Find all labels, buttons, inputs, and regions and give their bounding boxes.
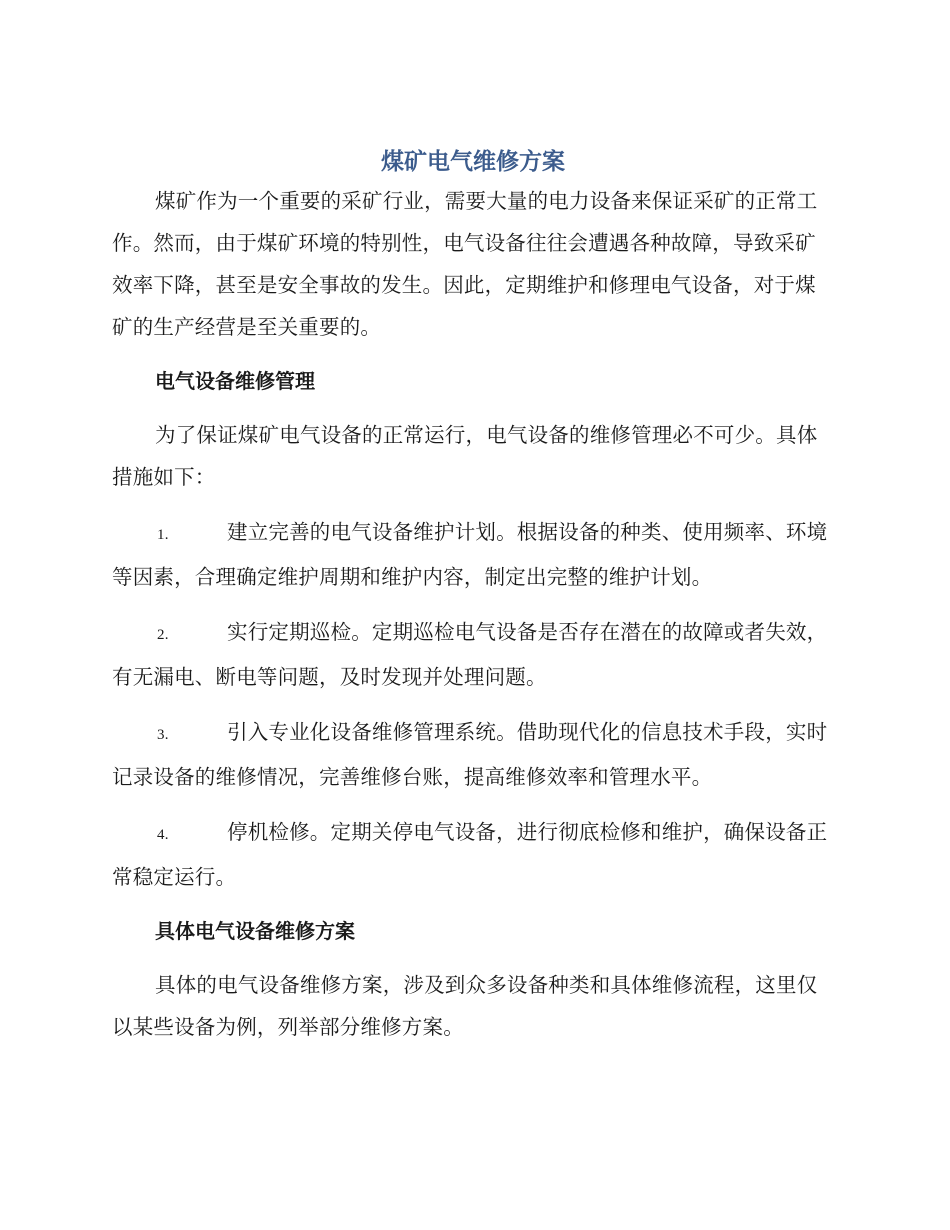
section-heading-maintenance-management: 电气设备维修管理 xyxy=(155,369,315,393)
list-item xyxy=(112,511,834,598)
list-item xyxy=(112,711,834,798)
list-item-number: 1. xyxy=(157,527,169,543)
list-item-text: 建立完善的电气设备维护计划。根据设备的种类、使用频率、环境等因素，合理确定维护周期和维护内容，制定出完整的维护计划。 xyxy=(112,520,828,589)
list-item xyxy=(112,611,834,698)
list-item-text: 停机检修。定期关停电气设备，进行彻底检修和维护，确保设备正常稳定运行。 xyxy=(112,820,828,889)
list-item-text: 引入专业化设备维修管理系统。借助现代化的信息技术手段，实时记录设备的维修情况，完善维修台账，提高维修效率和管理水平。 xyxy=(112,720,828,789)
document-title: 煤矿电气维修方案 xyxy=(381,149,565,175)
section-heading-repair-plan: 具体电气设备维修方案 xyxy=(155,919,355,943)
intro-paragraph: 煤矿作为一个重要的采矿行业，需要大量的电力设备来保证采矿的正常工作。然而，由于煤矿环境的特别性，电气设备往往会遭遇各种故障，导致采矿效率下降，甚至是安全事故的发生。因此，定期维护和修理电气设备，对于煤矿的生产经营是至关重要的。 xyxy=(112,189,818,339)
list-item-text: 实行定期巡检。定期巡检电气设备是否存在潜在的故障或者失效，有无漏电、断电等问题，及时发现并处理问题。 xyxy=(112,620,828,689)
list-item-number: 3. xyxy=(157,727,169,743)
section2-lead-paragraph: 具体的电气设备维修方案，涉及到众多设备种类和具体维修流程，这里仅以某些设备为例，列举部分维修方案。 xyxy=(112,973,818,1039)
list-item-number: 2. xyxy=(157,627,169,643)
list-item xyxy=(112,811,834,898)
section1-lead-paragraph: 为了保证煤矿电气设备的正常运行，电气设备的维修管理必不可少。具体措施如下： xyxy=(112,423,818,489)
list-item-number: 4. xyxy=(157,827,169,843)
document-page xyxy=(112,144,834,1048)
